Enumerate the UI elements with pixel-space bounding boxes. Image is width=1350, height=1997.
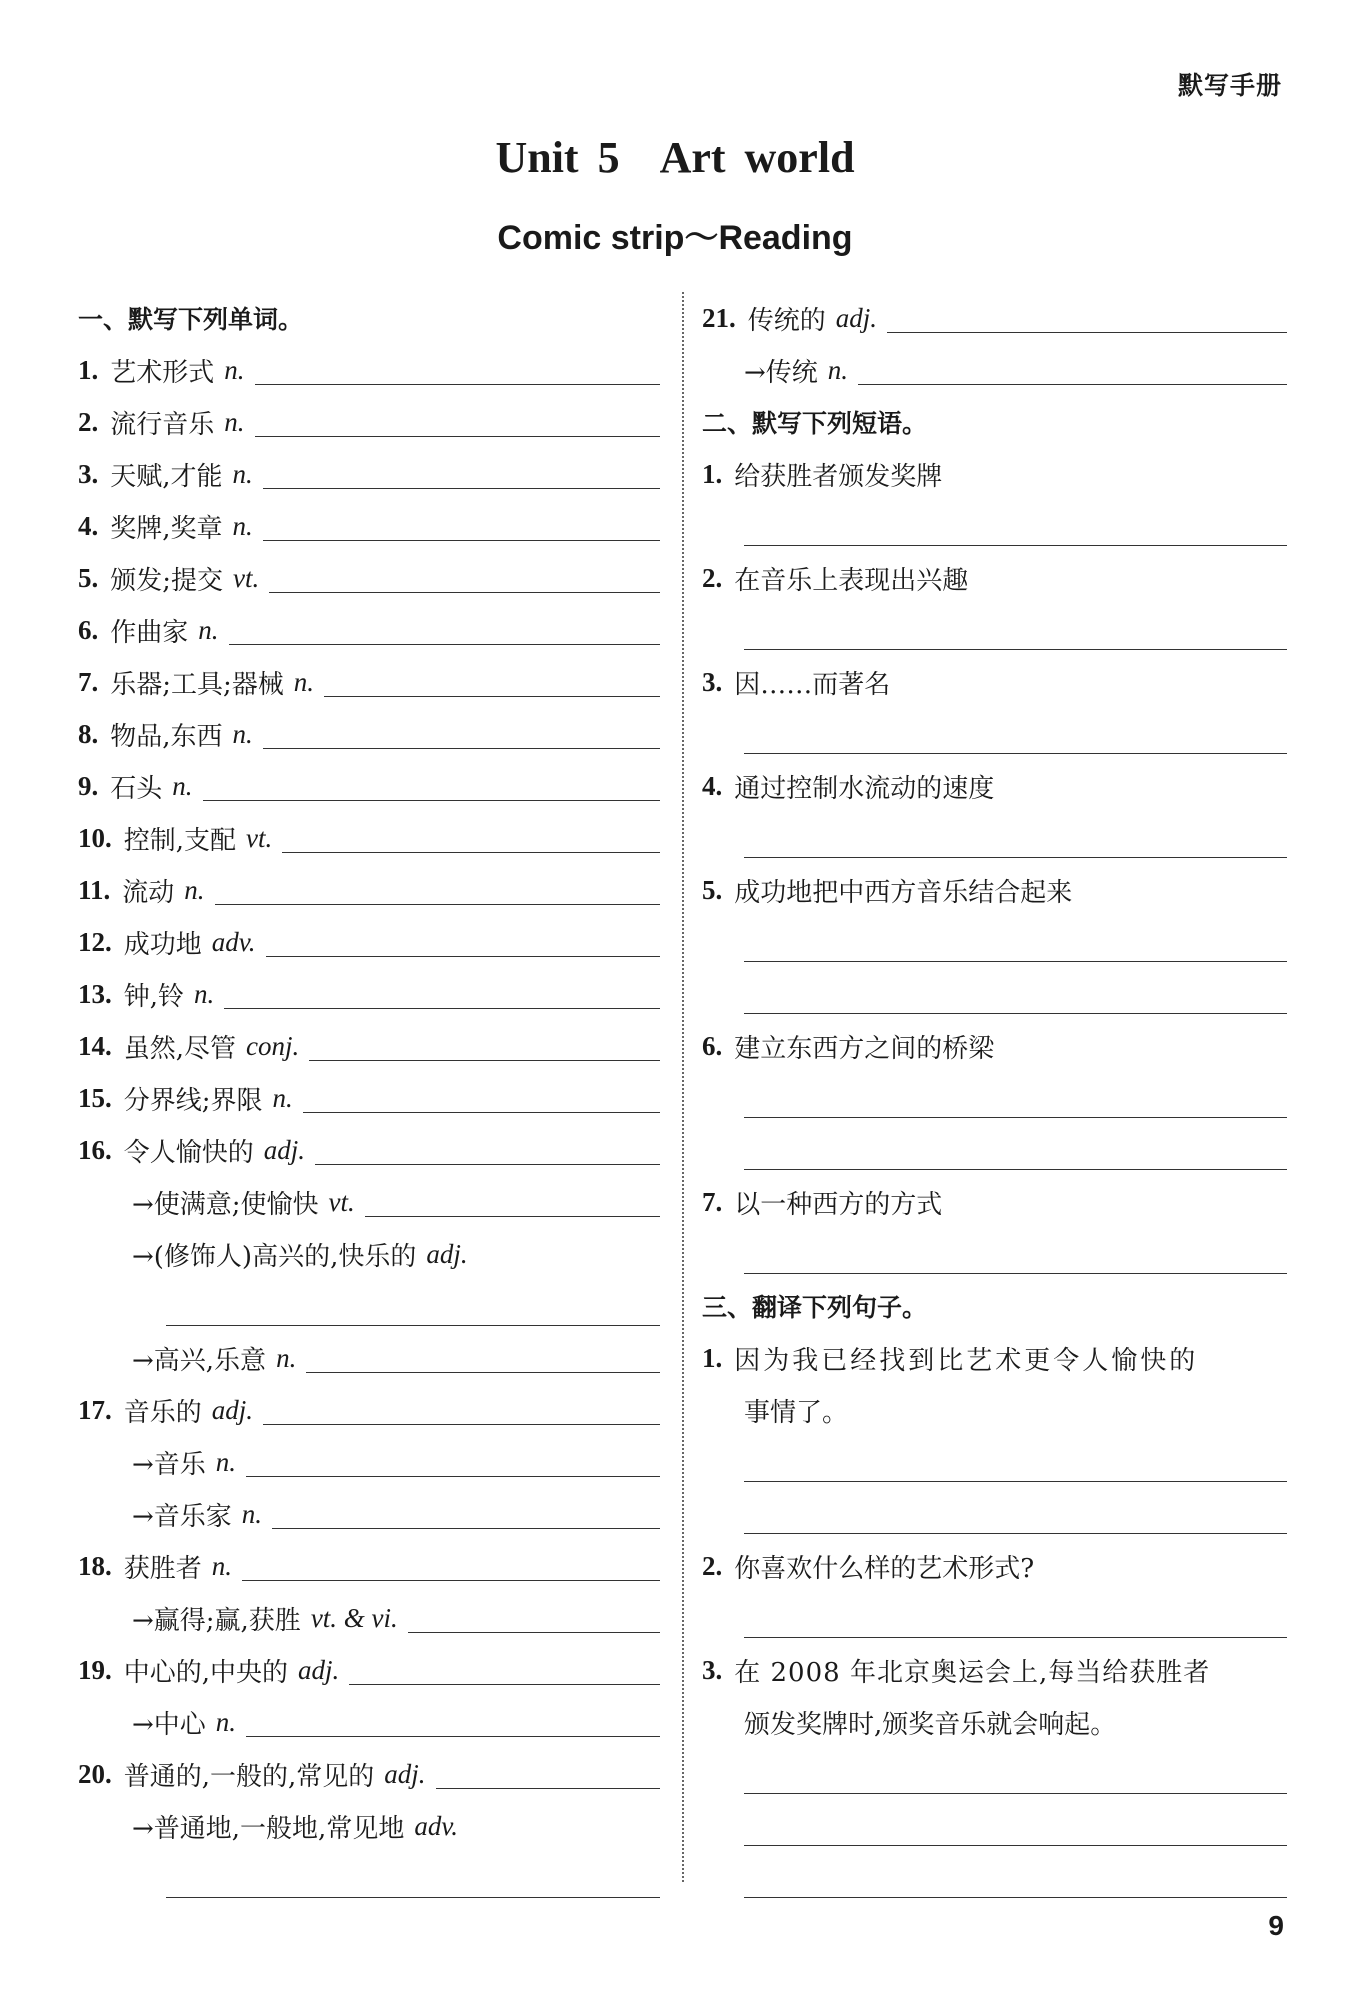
word-item-20a: →普通地,一般地,常见地 adv.: [132, 1810, 459, 1844]
answer-line[interactable]: [242, 1552, 660, 1581]
answer-line[interactable]: [744, 1844, 1287, 1846]
sentence-item-2: 2. 你喜欢什么样的艺术形式?: [702, 1550, 1035, 1584]
phrase-item-5: 5. 成功地把中西方音乐结合起来: [702, 874, 1073, 908]
lesson-subtitle: Comic strip～Reading: [497, 219, 853, 257]
phrase-5-blank-1: [702, 916, 1287, 968]
page-number: 9: [1268, 1910, 1284, 1941]
word-item-17b: →音乐家 n.: [78, 1488, 660, 1540]
word-item-16c: →高兴,乐意 n.: [78, 1332, 660, 1384]
phrase-item-1: 1. 给获胜者颁发奖牌: [702, 458, 943, 492]
answer-line[interactable]: [858, 356, 1287, 385]
answer-line[interactable]: [744, 1272, 1287, 1274]
answer-line[interactable]: [263, 512, 660, 541]
answer-line[interactable]: [315, 1136, 660, 1165]
answer-line[interactable]: [309, 1032, 660, 1061]
sentence-1-blank-1: [702, 1436, 1287, 1488]
word-item-10: 10. 控制,支配 vt.: [78, 812, 660, 864]
phrase-item-6: 6. 建立东西方之间的桥梁: [702, 1030, 995, 1064]
answer-line[interactable]: [436, 1760, 660, 1789]
phrase-6-blank-2: [702, 1124, 1287, 1176]
word-item-21: 21. 传统的 adj.: [702, 292, 1287, 344]
word-item-4: 4. 奖牌,奖章 n.: [78, 500, 660, 552]
answer-line[interactable]: [229, 616, 660, 645]
answer-line[interactable]: [224, 980, 660, 1009]
phrase-7-blank: [702, 1228, 1287, 1280]
sentence-2-blank: [702, 1592, 1287, 1644]
answer-line[interactable]: [365, 1188, 660, 1217]
answer-line[interactable]: [263, 1396, 660, 1425]
word-item-5: 5. 颁发;提交 vt.: [78, 552, 660, 604]
answer-line[interactable]: [744, 648, 1287, 650]
word-item-18: 18. 获胜者 n.: [78, 1540, 660, 1592]
word-item-1: 1. 艺术形式 n.: [78, 344, 660, 396]
word-item-19a: →中心 n.: [78, 1696, 660, 1748]
answer-line[interactable]: [744, 1168, 1287, 1170]
answer-line[interactable]: [744, 1116, 1287, 1118]
phrase-6-blank-1: [702, 1072, 1287, 1124]
sentence-item-3-cont: 颁发奖牌时,颁奖音乐就会响起。: [744, 1709, 1117, 1740]
word-item-20a-blank: [78, 1852, 660, 1904]
answer-line[interactable]: [306, 1344, 660, 1373]
word-item-2: 2. 流行音乐 n.: [78, 396, 660, 448]
answer-line[interactable]: [303, 1084, 660, 1113]
answer-line[interactable]: [744, 1636, 1287, 1638]
answer-line[interactable]: [255, 408, 660, 437]
answer-line[interactable]: [255, 356, 660, 385]
answer-line[interactable]: [744, 1012, 1287, 1014]
section-heading-phrases: 二、默写下列短语。: [702, 409, 928, 438]
answer-line[interactable]: [744, 1532, 1287, 1534]
unit-number: Unit 5: [495, 133, 620, 182]
column-divider: [682, 292, 684, 1882]
word-item-14: 14. 虽然,尽管 conj.: [78, 1020, 660, 1072]
sentence-item-1: 1. 因为我已经找到比艺术更令人愉快的: [702, 1342, 1199, 1376]
word-item-17: 17. 音乐的 adj.: [78, 1384, 660, 1436]
left-column: [78, 292, 660, 1904]
phrase-item-4: 4. 通过控制水流动的速度: [702, 770, 995, 804]
word-item-16b: →(修饰人)高兴的,快乐的 adj.: [132, 1238, 468, 1272]
section-heading-sentences: 三、翻译下列句子。: [702, 1293, 928, 1322]
phrase-4-blank: [702, 812, 1287, 864]
word-item-20: 20. 普通的,一般的,常见的 adj.: [78, 1748, 660, 1800]
answer-line[interactable]: [744, 1480, 1287, 1482]
answer-line[interactable]: [269, 564, 660, 593]
answer-line[interactable]: [203, 772, 660, 801]
answer-line[interactable]: [349, 1656, 660, 1685]
sentence-3-blank-3: [702, 1852, 1287, 1904]
word-item-6: 6. 作曲家 n.: [78, 604, 660, 656]
sentence-item-3: 3. 在 2008 年北京奥运会上,每当给获胜者: [702, 1654, 1211, 1688]
word-item-11: 11. 流动 n.: [78, 864, 660, 916]
answer-line[interactable]: [744, 856, 1287, 858]
unit-title: [0, 132, 1350, 183]
answer-line[interactable]: [324, 668, 660, 697]
word-item-15: 15. 分界线;界限 n.: [78, 1072, 660, 1124]
phrase-item-7: 7. 以一种西方的方式: [702, 1186, 943, 1220]
word-item-17a: →音乐 n.: [78, 1436, 660, 1488]
answer-line[interactable]: [887, 304, 1287, 333]
word-item-16a: →使满意;使愉快 vt.: [78, 1176, 660, 1228]
answer-line[interactable]: [744, 1896, 1287, 1898]
answer-line[interactable]: [246, 1448, 660, 1477]
answer-line[interactable]: [246, 1708, 660, 1737]
answer-line[interactable]: [166, 1896, 660, 1898]
word-item-7: 7. 乐器;工具;器械 n.: [78, 656, 660, 708]
word-item-8: 8. 物品,东西 n.: [78, 708, 660, 760]
word-item-19: 19. 中心的,中央的 adj.: [78, 1644, 660, 1696]
phrase-2-blank: [702, 604, 1287, 656]
word-item-16b-blank: [78, 1280, 660, 1332]
word-item-3: 3. 天赋,才能 n.: [78, 448, 660, 500]
word-item-13: 13. 钟,铃 n.: [78, 968, 660, 1020]
word-item-18a: →赢得;赢,获胜 vt. & vi.: [78, 1592, 660, 1644]
answer-line[interactable]: [215, 876, 660, 905]
phrase-3-blank: [702, 708, 1287, 760]
answer-line[interactable]: [263, 460, 660, 489]
sentence-3-blank-2: [702, 1800, 1287, 1852]
phrase-5-blank-2: [702, 968, 1287, 1020]
answer-line[interactable]: [263, 720, 660, 749]
answer-line[interactable]: [166, 1324, 660, 1326]
right-column: [702, 292, 1287, 1904]
phrase-item-3: 3. 因……而著名: [702, 666, 891, 700]
phrase-item-2: 2. 在音乐上表现出兴趣: [702, 562, 969, 596]
phrase-1-blank: [702, 500, 1287, 552]
answer-line[interactable]: [744, 960, 1287, 962]
word-item-16: 16. 令人愉快的 adj.: [78, 1124, 660, 1176]
sentence-3-blank-1: [702, 1748, 1287, 1800]
sentence-item-1-cont: 事情了。: [744, 1397, 849, 1428]
section-heading-words: 一、默写下列单词。: [78, 305, 304, 334]
answer-line[interactable]: [744, 544, 1287, 546]
word-item-9: 9. 石头 n.: [78, 760, 660, 812]
answer-line[interactable]: [272, 1500, 660, 1529]
handbook-tag: 默写手册: [1177, 71, 1282, 100]
answer-line[interactable]: [266, 928, 661, 957]
word-item-21a: →传统 n.: [702, 344, 1287, 396]
unit-name: Art world: [659, 133, 855, 182]
sentence-1-blank-2: [702, 1488, 1287, 1540]
answer-line[interactable]: [282, 824, 660, 853]
answer-line[interactable]: [744, 1792, 1287, 1794]
answer-line[interactable]: [744, 752, 1287, 754]
answer-line[interactable]: [408, 1604, 660, 1633]
word-item-12: 12. 成功地 adv.: [78, 916, 660, 968]
